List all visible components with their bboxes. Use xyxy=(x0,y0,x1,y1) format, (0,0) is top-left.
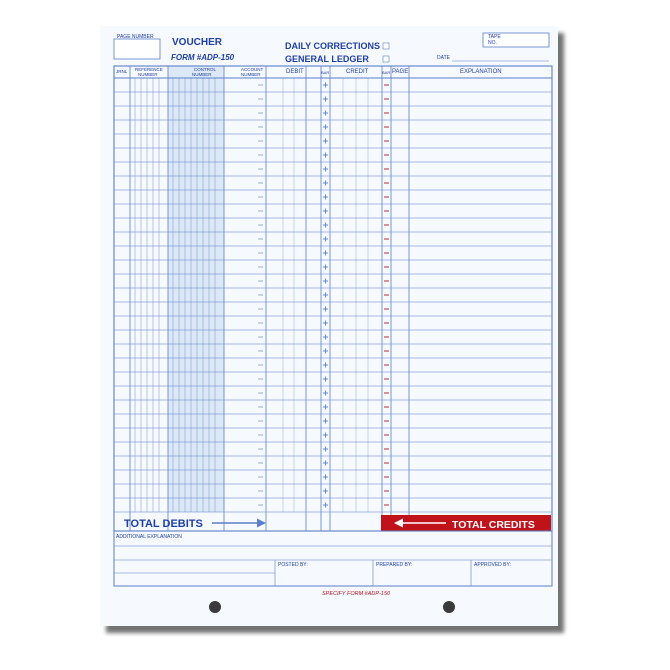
date-label: DATE xyxy=(437,55,450,61)
col-bar-1: BAR xyxy=(321,70,330,75)
punch-hole-left xyxy=(209,601,221,613)
col-debit: DEBIT xyxy=(286,69,304,75)
punch-hole-right xyxy=(443,601,455,613)
general-ledger-checkbox xyxy=(383,56,389,62)
total-debits-arrowhead xyxy=(257,519,266,528)
tape-no-label: NO. xyxy=(488,40,497,46)
specify-form-note: SPECIFY FORM #ADP-150 xyxy=(322,591,391,597)
general-ledger-label: GENERAL LEDGER xyxy=(285,54,369,64)
form-number: FORM #ADP-150 xyxy=(171,53,235,62)
total-debits-label: TOTAL DEBITS xyxy=(124,518,203,530)
page-number-label: PAGE NUMBER xyxy=(117,34,154,40)
col-credit: CREDIT xyxy=(346,69,369,75)
posted-by-label: POSTED BY: xyxy=(278,562,308,568)
col-explanation: EXPLANATION xyxy=(460,69,502,75)
col-jrnl: JRNL xyxy=(116,69,128,74)
approved-by-label: APPROVED BY: xyxy=(474,562,511,568)
total-credits-label: TOTAL CREDITS xyxy=(452,519,535,531)
page-number-box xyxy=(114,39,160,59)
daily-corrections-checkbox xyxy=(383,43,389,49)
tape-label: TAPE xyxy=(488,34,501,40)
col-account-2: NUMBER xyxy=(241,72,261,77)
col-page: PAGE xyxy=(392,69,409,75)
voucher-form xyxy=(100,26,558,626)
prepared-by-label: PREPARED BY: xyxy=(376,562,413,568)
col-control-1: CONTROL xyxy=(194,67,217,72)
daily-corrections-label: DAILY CORRECTIONS xyxy=(285,41,381,51)
control-number-shading xyxy=(168,66,224,512)
col-bar-2: BAR xyxy=(382,70,391,75)
additional-explanation-label: ADDITIONAL EXPLANATION xyxy=(116,534,182,540)
form-title: VOUCHER xyxy=(172,37,223,48)
col-account-1: ACCOUNT xyxy=(241,67,264,72)
col-reference-1: REFERENCE xyxy=(135,67,163,72)
col-control-2: NUMBER xyxy=(192,72,212,77)
col-reference-2: NUMBER xyxy=(138,72,158,77)
